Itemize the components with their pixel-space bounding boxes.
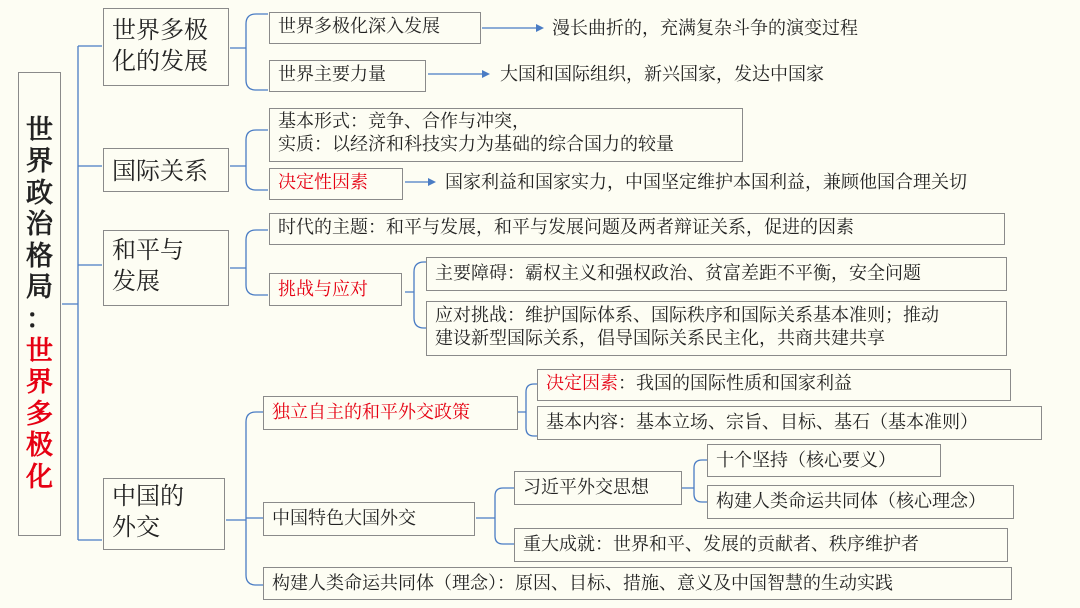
relations-form-line2: 实质：以经济和科技实力为基础的综合国力的较量 <box>278 133 674 155</box>
policy-factor-node <box>537 369 1011 401</box>
title-char: 局 <box>26 272 53 304</box>
community-core-node: 构建人类命运共同体（核心理念） <box>707 485 1014 519</box>
challenge-node: 挑战与应对 <box>269 273 402 306</box>
title-char-red: 世 <box>26 335 53 367</box>
title-char: 界 <box>26 146 53 178</box>
relations-form-node <box>269 108 743 162</box>
multipolar-deepening-detail: 漫长曲折的，充满复杂斗争的演变过程 <box>552 18 858 39</box>
multipolar-deepening-node: 世界多极化深入发展 <box>269 12 481 44</box>
major-forces-node: 世界主要力量 <box>269 60 426 92</box>
major-forces-detail: 大国和国际组织，新兴国家，发达中国家 <box>500 64 824 85</box>
achievement-node: 重大成就：世界和平、发展的贡献者、秩序维护者 <box>514 528 1008 562</box>
section-peace <box>103 230 229 306</box>
response-line1: 应对挑战：维护国际体系、国际秩序和国际关系基本准则；推动 <box>435 305 939 326</box>
policy-factor-text: ：我国的国际性质和国家利益 <box>618 373 852 394</box>
response-line2: 建设新型国际关系，倡导国际关系民主化，共商共建共享 <box>435 328 885 350</box>
policy-content-node: 基本内容：基本立场、宗旨、目标、基石（基本准则） <box>537 406 1042 440</box>
decisive-factor-node: 决定性因素 <box>269 168 403 200</box>
main-obstacle-node: 主要障碍：霸权主义和强权政治、贫富差距不平衡，安全问题 <box>426 257 1007 291</box>
title-char: 世 <box>26 114 53 146</box>
title-char: 政 <box>26 177 53 209</box>
xi-thought-node: 习近平外交思想 <box>514 471 682 505</box>
section-multipolar: 世界多极化的发展 <box>103 8 229 86</box>
title-char-red: 多 <box>26 398 53 430</box>
independent-policy-node: 独立自主的和平外交政策 <box>263 396 518 430</box>
china-label-line1: 中国的 <box>112 482 184 510</box>
main-title <box>18 72 61 536</box>
china-label-line2: 外交 <box>112 513 160 542</box>
title-char-red: 化 <box>26 461 53 493</box>
title-char-red: 界 <box>26 367 53 399</box>
policy-factor-label: 决定因素 <box>546 373 618 394</box>
relations-form-line1: 基本形式：竞争、合作与冲突， <box>278 111 530 132</box>
major-diplomacy-node: 中国特色大国外交 <box>263 502 475 536</box>
title-char: ： <box>26 304 53 335</box>
title-char: 治 <box>26 209 53 241</box>
response-node <box>426 301 1007 356</box>
section-relations: 国际关系 <box>103 148 229 192</box>
decisive-factor-detail: 国家利益和国家实力，中国坚定维护本国利益，兼顾他国合理关切 <box>445 172 967 193</box>
title-char-red: 极 <box>26 430 53 462</box>
community-concept-node: 构建人类命运共同体（理念）：原因、目标、措施、意义及中国智慧的生动实践 <box>263 567 1012 600</box>
era-theme-node: 时代的主题：和平与发展，和平与发展问题及两者辩证关系，促进的因素 <box>269 213 1005 245</box>
ten-adherences-node: 十个坚持（核心要义） <box>707 444 941 477</box>
section-china <box>103 478 225 550</box>
title-char: 格 <box>26 240 53 272</box>
peace-label-line1: 和平与 <box>112 236 184 264</box>
peace-label-line2: 发展 <box>112 267 160 296</box>
